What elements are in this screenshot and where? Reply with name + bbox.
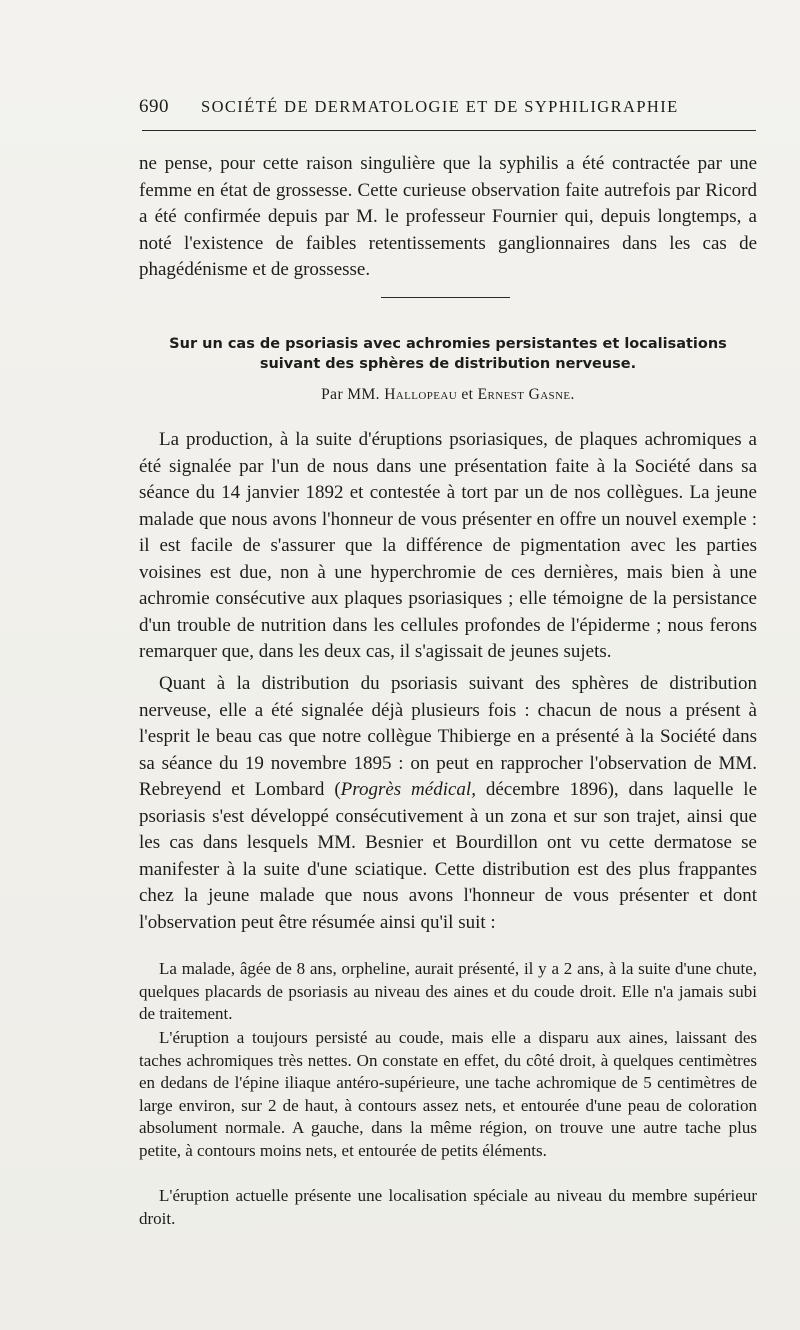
header-rule	[142, 130, 756, 131]
observation-paragraph-3: L'éruption actuelle présente une localisation spéciale au niveau du membre supérieur droit.	[139, 1186, 757, 1228]
section-divider	[381, 297, 510, 298]
author-hallopeau: Hallopeau	[384, 386, 458, 403]
observation-paragraph-1: La malade, âgée de 8 ans, orpheline, aurait présenté, il y a 2 ans, à la suite d'une chute, quelques placards de psoriasis au niveau des aines et du coude droit. Elle n'a jamais subi de traitement.	[139, 959, 757, 1024]
byline-joiner: et	[461, 386, 474, 403]
intro-paragraph: ne pense, pour cette raison singulière que la syphilis a été contractée par une femme en état de grossesse. Cette curieuse observation faite autrefois par Ricord a été confirmée depuis par M. le professeur Fournier qui, depuis longtemps, a noté l'existence de faibles retentissements ganglionnaires dans les cas de phagédénisme et de grossesse.	[139, 153, 757, 280]
paragraph-distribution-part2: décembre 1896), dans laquelle le psoriasis s'est développé consécutivement à un zona et sur son trajet, ainsi que les cas dans lesquels MM. Besnier et Bourdillon ont vu cette dermatose se manifester à la suite d'une sciatique. Cette distribution est des plus frappantes chez la jeune malade que nous avons l'honneur de vous présenter et dont l'observation peut être résumée ainsi qu'il suit :	[139, 779, 758, 933]
observation-paragraph-2: L'éruption a toujours persisté au coude, mais elle a disparu aux aines, laissant des taches achromiques très nettes. On constate en effet, du côté droit, à quelques centimètres en dedans de l'épine iliaque antéro-supérieure, une tache achromique de 5 centimètres de large environ, sur 2 de haut, à contours assez nets, et entourée d'une peau de coloration absolument normale. A gauche, dans la même région, on trouve une autre tache plus petite, à contours moins nets, et entourée de petits éléments.	[139, 1028, 757, 1160]
page-number: 690	[139, 96, 169, 117]
journal-title: Progrès médical,	[340, 779, 476, 800]
running-head: SOCIÉTÉ DE DERMATOLOGIE ET DE SYPHILIGRAPHIE	[201, 97, 679, 116]
byline-prefix: Par MM.	[321, 386, 380, 403]
page-header	[139, 96, 757, 120]
byline	[139, 386, 757, 404]
paragraph-distribution	[139, 671, 757, 936]
paragraph-distribution-part1: Quant à la distribution du psoriasis suivant des sphères de distribution nerveuse, elle a été signalée déjà plusieurs fois : chacun de nous a présent à l'esprit le beau cas que notre collègue Thibierge en a présenté à la Société dans sa séance du 19 novembre 1895 : on peut en rapprocher l'observation de MM. Rebreyend et Lombard (	[139, 673, 757, 800]
author-gasne: Ernest Gasne.	[477, 386, 575, 403]
article-title: Sur un cas de psoriasis avec achromies persistantes et localisations suivant des sphères de distribution nerveuse.	[169, 336, 727, 372]
paragraph-achromies: La production, à la suite d'éruptions psoriasiques, de plaques achromiques a été signalée par l'un de nous dans une présentation faite à la Société dans sa séance du 14 janvier 1892 et contestée à tort par un de nos collègues. La jeune malade que nous avons l'honneur de vous présenter en offre un nouvel exemple : il est facile de s'assurer que la différence de pigmentation avec les parties voisines est due, non à une hyperchromie de ces dernières, mais bien à une achromie consécutive aux plaques psoriasiques ; elle témoigne de la persistance d'un trouble de nutrition dans les cellules profondes de l'épiderme ; nous ferons remarquer que, dans les deux cas, il s'agissait de jeunes sujets.	[139, 429, 757, 662]
